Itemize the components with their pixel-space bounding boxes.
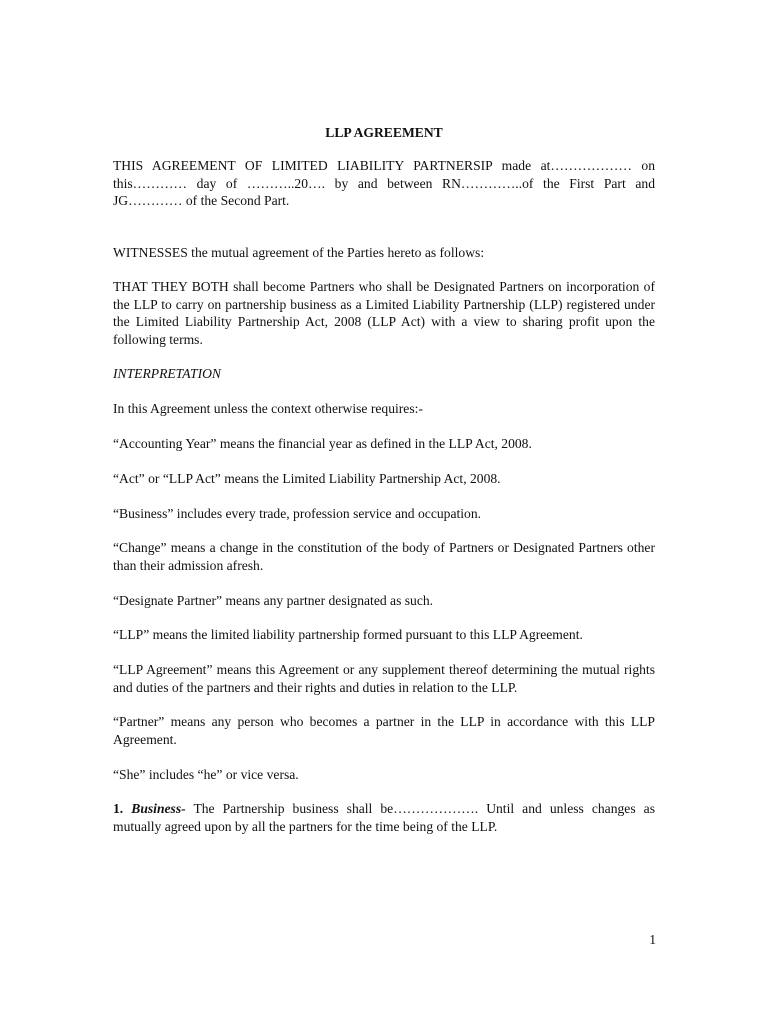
clause-business [113, 800, 655, 835]
recital-paragraph: THAT THEY BOTH shall become Partners who shall be Designated Partners on incorporation of the LLP to carry on partnership business as a Limited Liability Partnership (LLP) registered under the Limited Liability Partnership Act, 2008 (LLP Act) with a view to sharing profit upon the following terms. [113, 279, 655, 347]
clause-title: Business- [131, 801, 186, 817]
definition-business: “Business” includes every trade, profession service and occupation. [113, 505, 482, 521]
definition-partner: “Partner” means any person who becomes a partner in the LLP in accordance with this LLP Agreement. [113, 714, 655, 747]
page-number: 1 [649, 932, 656, 947]
definition-change: “Change” means a change in the constitution of the body of Partners or Designated Partners other than their admission afresh. [113, 540, 655, 573]
interpretation-intro: In this Agreement unless the context otherwise requires:- [113, 401, 423, 417]
definition-accounting-year: “Accounting Year” means the financial year as defined in the LLP Act, 2008. [113, 436, 532, 452]
document-body [113, 124, 655, 853]
definition-she: “She” includes “he” or vice versa. [113, 766, 299, 782]
definition-llp: “LLP” means the limited liability partnership formed pursuant to this LLP Agreement. [113, 627, 583, 643]
witnesses-paragraph: WITNESSES the mutual agreement of the Parties hereto as follows: [113, 244, 485, 260]
interpretation-heading: INTERPRETATION [113, 366, 221, 382]
definition-act: “Act” or “LLP Act” means the Limited Liability Partnership Act, 2008. [113, 470, 501, 486]
document-title: LLP AGREEMENT [325, 125, 443, 140]
clause-number: 1. [113, 801, 124, 817]
definition-designate-partner: “Designate Partner” means any partner designated as such. [113, 592, 434, 608]
clause-text: The Partnership business shall be………………. Until and unless changes as mutually agreed upon by all the partners for the time being of the LLP. [113, 801, 655, 834]
preamble-paragraph: THIS AGREEMENT OF LIMITED LIABILITY PARTNERSIP made at……………… on this………… day of ………..20…. by and between RN…………..of the First Part and JG………… of the Second Part. [113, 158, 655, 209]
definition-llp-agreement: “LLP Agreement” means this Agreement or any supplement thereof determining the mutual rights and duties of the partners and their rights and duties in relation to the LLP. [113, 662, 655, 695]
